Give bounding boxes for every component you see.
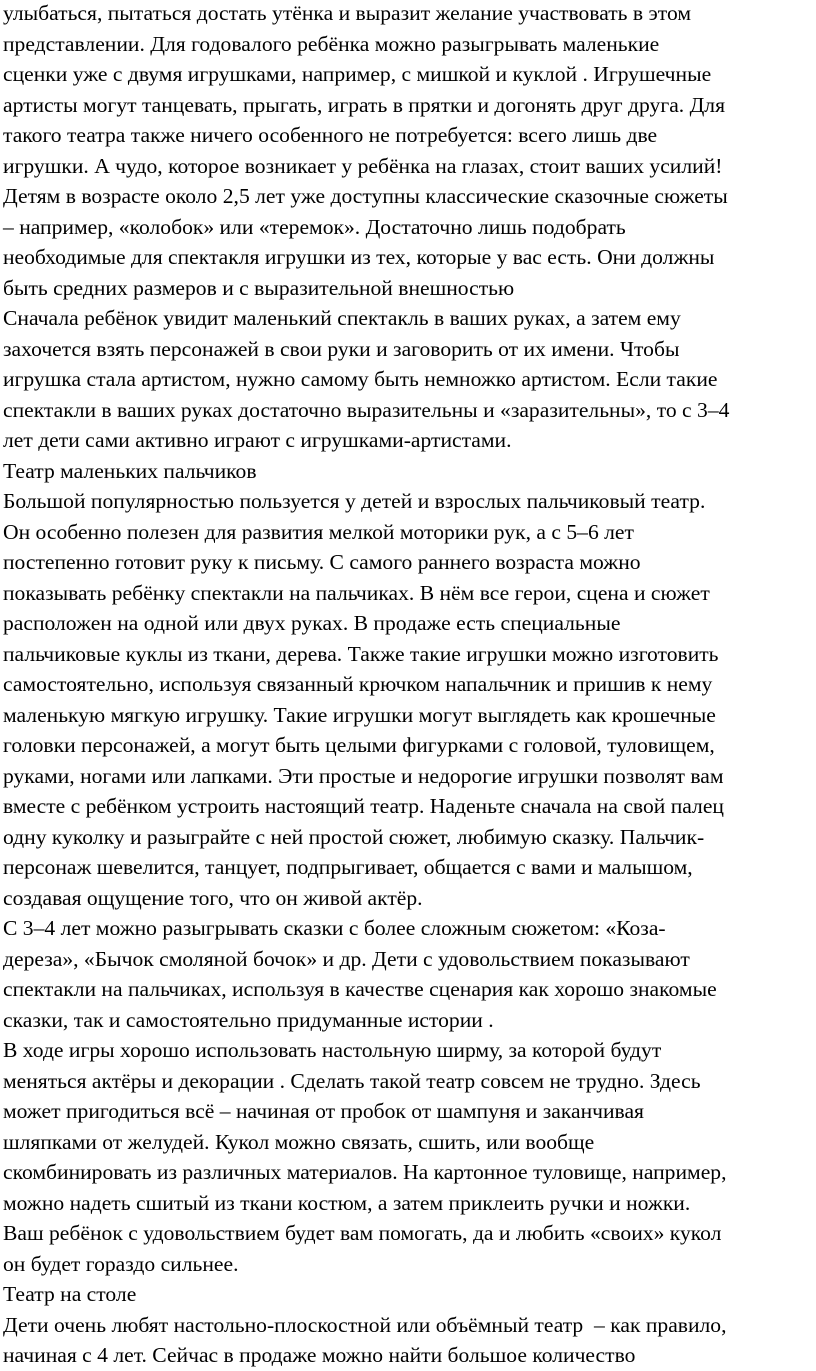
text-line: персонаж шевелится, танцует, подпрыгивает, общается с вами и малышом, (3, 855, 693, 879)
text-line: шляпками от желудей. Кукол можно связать, сшить, или вообще (3, 1129, 595, 1154)
text-line: вместе с ребёнком устроить настоящий театр. Наденьте сначала на свой палец (3, 794, 724, 818)
text-line: лет дети сами активно играют с игрушками-артистами. (3, 428, 512, 452)
text-line: спектакли на пальчиках, используя в качестве сценария как хорошо знакомые (3, 977, 717, 1001)
text-line: дереза», «Бычок смоляной бочок» и др. Дети с удовольствием показывают (3, 946, 690, 971)
text-line: С 3–4 лет можно разыгрывать сказки с более сложным сюжетом: «Коза- (3, 916, 666, 940)
text-line: представлении. Для годовалого ребёнка можно разыгрывать маленькие (3, 31, 660, 56)
text-line: Детям в возрасте около 2,5 лет уже доступны классические сказочные сюжеты (3, 184, 728, 208)
text-line: – например, «колобок» или «теремок». Достаточно лишь подобрать (3, 214, 626, 239)
text-line: сказки, так и самостоятельно придуманные истории . (3, 1007, 494, 1032)
section-heading: Театр на столе (3, 1282, 137, 1306)
text-line: создавая ощущение того, что он живой актёр. (3, 885, 423, 910)
text-line: он будет гораздо сильнее. (3, 1251, 239, 1276)
text-line: можно надеть сшитый из ткани костюм, а затем приклеить ручки и ножки. (3, 1190, 691, 1215)
text-line: руками, ногами или лапками. Эти простые и недорогие игрушки позволят вам (3, 763, 724, 788)
text-line: захочется взять персонажей в свои руки и заговорить от их имени. Чтобы (3, 336, 680, 361)
text-line: такого театра также ничего особенного не потребуется: всего лишь две (3, 123, 658, 147)
text-line: Дети очень любят настольно-плоскостной или объёмный театр – как правило, (3, 1312, 727, 1337)
text-line: одну куколку и разыграйте с ней простой сюжет, любимую сказку. Пальчик- (3, 824, 705, 849)
text-line: Большой популярностью пользуется у детей и взрослых пальчиковый театр. (3, 489, 706, 513)
text-line: Сначала ребёнок увидит маленький спектакль в ваших руках, а затем ему (3, 306, 681, 330)
text-line: игрушки. А чудо, которое возникает у ребёнка на глазах, стоит ваших усилий! (3, 153, 723, 178)
text-line: скомбинировать из различных материалов. На картонное туловище, например, (3, 1160, 727, 1184)
text-line: может пригодиться всё – начиная от пробок от шампуня и заканчивая (3, 1099, 644, 1123)
text-line: В ходе игры хорошо использовать настольную ширму, за которой будут (3, 1038, 662, 1062)
text-line: Он особенно полезен для развития мелкой моторики рук, а с 5–6 лет (3, 519, 634, 544)
text-line: меняться актёры и декорации . Сделать такой театр совсем не трудно. Здесь (3, 1068, 701, 1093)
text-line: головки персонажей, а могут быть целыми фигурками с головой, туловищем, (3, 733, 715, 757)
document-page (3, 0, 816, 1371)
section-heading: Театр маленьких пальчиков (3, 458, 257, 483)
text-line: маленькую мягкую игрушку. Такие игрушки могут выглядеть как крошечные (3, 702, 716, 727)
text-line: пальчиковые куклы из ткани, дерева. Также такие игрушки можно изготовить (3, 641, 719, 666)
text-line: сценки уже с двумя игрушками, например, с мишкой и куклой . Игрушечные (3, 62, 712, 86)
text-line: расположен на одной или двух руках. В продаже есть специальные (3, 611, 621, 635)
text-line: быть средних размеров и с выразительной внешностью (3, 275, 515, 300)
text-line: игрушка стала артистом, нужно самому быть немножко артистом. Если такие (3, 367, 718, 391)
text-line: артисты могут танцевать, прыгать, играть в прятки и догонять друг друга. Для (3, 92, 726, 117)
text-line: начиная с 4 лет. Сейчас в продаже можно найти большое количество (3, 1343, 636, 1367)
text-line: Ваш ребёнок с удовольствием будет вам помогать, да и любить «своих» кукол (3, 1221, 722, 1245)
text-line: спектакли в ваших руках достаточно выразительны и «заразительны», то с 3–4 (3, 397, 730, 422)
text-line: необходимые для спектакля игрушки из тех, которые у вас есть. Они должны (3, 245, 715, 269)
text-line: постепенно готовит руку к письму. С самого раннего возраста можно (3, 550, 641, 574)
text-line: показывать ребёнку спектакли на пальчиках. В нём все герои, сцена и сюжет (3, 580, 710, 605)
text-line: улыбаться, пытаться достать утёнка и выразит желание участвовать в этом (3, 1, 691, 25)
text-line: самостоятельно, используя связанный крючком напальчник и пришив к нему (3, 672, 713, 696)
